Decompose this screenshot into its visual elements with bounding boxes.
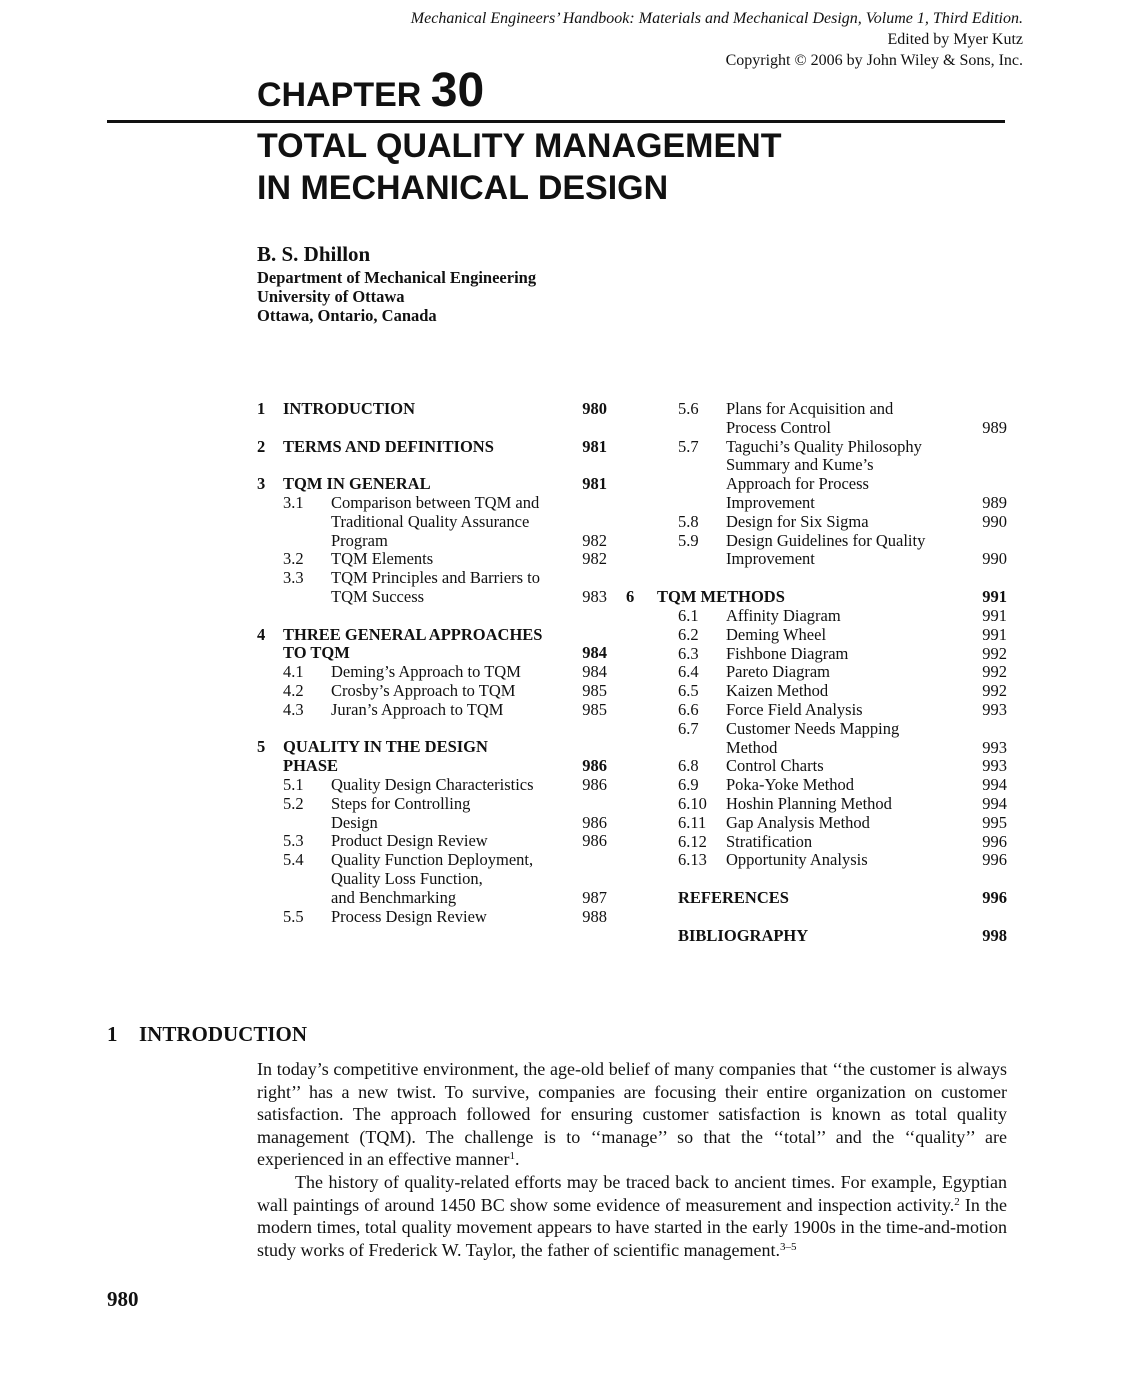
toc-subentry[interactable] [257,550,607,569]
toc-page: 992 [982,662,1007,682]
toc-subtitle: Steps for Controlling Design [331,793,471,832]
toc-subtitle: Plans for Acquisition and Process Control [726,399,894,437]
toc-entry[interactable] [257,626,607,664]
toc-page: 992 [982,643,1007,663]
toc-subtitle: Deming Wheel [726,624,827,644]
toc-page: 983 [582,586,607,606]
copyright-line: Copyright © 2006 by John Wiley & Sons, Inc. [725,52,1023,69]
toc-subentry[interactable] [652,682,1007,701]
toc-title: REFERENCES [678,887,789,907]
toc-page: 985 [582,699,607,719]
toc-subtitle: Quality Design Characteristics [331,774,534,794]
toc-section-5-continued [652,400,1007,569]
chapter-title-line1: TOTAL QUALITY MANAGEMENT [257,127,782,165]
toc-page: 996 [982,850,1007,870]
toc-subentry[interactable] [257,663,607,682]
toc-entry[interactable] [257,438,607,457]
toc-subentry[interactable] [652,776,1007,795]
toc-number: 2 [257,436,266,456]
toc-title: QUALITY IN THE DESIGN PHASE [283,737,488,776]
toc-entry[interactable] [626,588,1007,607]
toc-subtitle: Customer Needs Mapping Method [726,718,900,757]
toc-subtitle: Control Charts [726,756,824,776]
toc-subtitle: Poka-Yoke Method [726,775,855,795]
toc-subnumber: 6.4 [678,662,699,682]
toc-section-6 [626,588,1007,607]
toc-page: 990 [982,511,1007,531]
page-number: 980 [107,1287,139,1311]
toc-title: TQM IN GENERAL [283,474,431,494]
toc-page: 991 [982,606,1007,625]
author-department: Department of Mechanical Engineering [257,268,537,287]
toc-section-4 [257,626,607,720]
toc-page: 985 [582,680,607,700]
paragraph-1: In today’s competitive environment, the age-old belief of many companies that ‘‘the customer is always right’’ has a new twist. To survive, companies are focusing their entire organization on customer satisfaction. The approach followed for ensuring customer satisfaction is known as total quality management (TQM). The challenge is to ‘‘manage’’ so that the ‘‘total’’ and the ‘‘quality’’ are experienced in an effective manner$^1$. [257,1059,1007,1170]
chapter-number: 30 [430,64,485,117]
chapter-rule [107,120,1005,123]
toc-subtitle: Design Guidelines for Quality Improvement [726,530,926,569]
toc-subnumber: 3.1 [283,492,304,512]
toc-page: 993 [982,737,1007,757]
toc-subtitle: Affinity Diagram [726,606,841,625]
toc-subentry[interactable] [257,908,607,927]
toc-subnumber: 6.6 [678,699,699,719]
section-number: 1 [107,1022,118,1046]
section-heading-introduction [107,1020,307,1048]
toc-title: BIBLIOGRAPHY [678,925,809,945]
toc-subtitle: Juran’s Approach to TQM [331,699,504,719]
toc-page: 989 [982,417,1007,437]
footnote-ref[interactable]: 3–5 [780,1240,797,1253]
toc-right-column [626,399,1007,626]
toc-page: 986 [582,774,607,794]
toc-subnumber: 5.2 [283,793,304,813]
toc-page: 994 [982,775,1007,795]
editor-line: Edited by Myer Kutz [887,31,1023,48]
toc-subentry[interactable] [652,607,1007,626]
author-location: Ottawa, Ontario, Canada [257,306,437,325]
toc-number: 1 [257,399,266,418]
toc-subentry[interactable] [652,833,1007,852]
toc-page: 990 [982,549,1007,569]
toc-title: TQM METHODS [657,586,785,606]
toc-subentry[interactable] [652,757,1007,776]
toc-entry[interactable] [257,400,607,419]
toc-page: 982 [582,530,607,550]
toc-page: 989 [982,492,1007,512]
toc-page: 993 [982,756,1007,776]
toc-subentry[interactable] [257,569,607,607]
toc-page: 988 [582,906,607,926]
toc-subnumber: 5.5 [283,906,304,926]
toc-title: INTRODUCTION [283,399,416,418]
toc-page: 984 [582,662,607,682]
toc-subentry[interactable] [652,438,1007,513]
toc-page: 992 [982,681,1007,701]
toc-subtitle: Product Design Review [331,831,488,851]
toc-subtitle: Comparison between TQM and Traditional Quality Assurance Program [331,492,540,550]
toc-section-2 [257,438,607,457]
toc-page: 994 [982,793,1007,813]
toc-page: 995 [982,812,1007,832]
toc-left-column [257,400,607,945]
toc-subtitle: Hoshin Planning Method [726,793,892,813]
toc-subentry[interactable] [652,851,1007,870]
toc-subentry[interactable] [652,645,1007,664]
toc-section-6-subentries [652,607,1007,945]
toc-section-1 [257,400,607,419]
toc-subtitle: Design for Six Sigma [726,511,869,531]
chapter-label [257,66,484,120]
toc-title: THREE GENERAL APPROACHES TO TQM [283,624,543,663]
toc-page: 986 [582,831,607,851]
toc-title: TERMS AND DEFINITIONS [283,436,494,456]
toc-number: 4 [257,624,266,644]
toc-subentry[interactable] [257,776,607,795]
chapter-title [257,125,781,209]
toc-page: 984 [582,643,607,663]
toc-subtitle: Opportunity Analysis [726,850,868,870]
toc-subnumber: 4.1 [283,662,304,682]
author-block [257,240,536,325]
toc-subtitle: Stratification [726,831,813,851]
toc-subnumber: 6.13 [678,850,707,870]
toc-subentry[interactable] [257,795,607,833]
toc-page: 981 [582,474,607,494]
toc-subentry[interactable] [652,701,1007,720]
toc-entry[interactable] [257,738,607,776]
toc-subtitle: Pareto Diagram [726,662,831,682]
body-text [257,1058,1007,1261]
toc-page: 986 [582,812,607,832]
chapter-word: CHAPTER [257,76,422,114]
book-title-line: Mechanical Engineers’ Handbook: Materials and Mechanical Design, Volume 1, Third Edition. [410,10,1023,27]
toc-subnumber: 5.7 [678,436,699,456]
toc-subtitle: Force Field Analysis [726,699,863,719]
toc-subnumber: 6.7 [678,718,699,738]
chapter-title-line2: IN MECHANICAL DESIGN [257,169,669,207]
toc-page: 980 [582,399,607,418]
toc-subnumber: 5.1 [283,774,304,794]
toc-subtitle: TQM Principles and Barriers to TQM Success [331,568,540,606]
toc-subnumber: 4.2 [283,680,304,700]
toc-entry[interactable] [257,475,607,494]
toc-page: 982 [582,549,607,569]
toc-page: 996 [982,887,1007,907]
toc-subnumber: 4.3 [283,699,304,719]
toc-page: 996 [982,831,1007,851]
toc-subtitle: Process Design Review [331,906,487,926]
toc-number: 3 [257,474,266,494]
toc-subnumber: 6.10 [678,793,707,813]
toc-number: 5 [257,737,266,757]
toc-subnumber: 5.8 [678,511,699,531]
toc-page: 991 [982,586,1007,606]
toc-subtitle: Fishbone Diagram [726,643,849,663]
toc-subentry[interactable] [652,663,1007,682]
toc-subentry[interactable] [257,701,607,720]
author-university: University of Ottawa [257,287,405,306]
footnote-ref[interactable]: 1 [509,1150,516,1163]
toc-subnumber: 5.4 [283,850,304,870]
toc-section-5 [257,738,607,926]
toc-subnumber: 6.1 [678,606,699,625]
toc-subentry[interactable] [652,626,1007,645]
toc-number: 6 [626,586,635,606]
toc-page: 987 [582,887,607,907]
toc-subtitle: Crosby’s Approach to TQM [331,680,516,700]
toc-subtitle: TQM Elements [331,549,434,569]
toc-subentry[interactable] [257,494,607,550]
toc-subtitle: Gap Analysis Method [726,812,870,832]
toc-subtitle: Taguchi’s Quality Philosophy Summary and Kume’s Approach for Process Improvement [726,436,922,512]
toc-subnumber: 6.12 [678,831,707,851]
toc-subentry[interactable] [652,795,1007,814]
toc-subentry[interactable] [257,851,607,907]
toc-entry-references[interactable] [652,889,1007,908]
toc-subentry[interactable] [652,720,1007,758]
footnote-ref[interactable]: 2 [954,1195,960,1208]
toc-page: 998 [982,925,1007,945]
toc-entry-bibliography[interactable] [652,927,1007,946]
toc-subnumber: 6.8 [678,756,699,776]
toc-subnumber: 6.3 [678,643,699,663]
paragraph-2: The history of quality-related efforts may be traced back to ancient times. For example, Egyptian wall paintings of around 1450 BC show some evidence of measurement and inspection activity.$^2$ In the modern times, total quality movement appears to have started in the early 1900s in the time-and-motion study works of Frederick W. Taylor, the father of scientific management.$^{3-5}$ [257,1171,1007,1260]
toc-subnumber: 3.2 [283,549,304,569]
toc-page: 993 [982,699,1007,719]
section-title: INTRODUCTION [139,1022,308,1046]
toc-subentry[interactable] [257,832,607,851]
toc-subnumber: 6.2 [678,624,699,644]
author-name: B. S. Dhillon [257,242,371,266]
toc-page: 981 [582,436,607,456]
publication-info [411,8,1023,71]
toc-subnumber: 5.6 [678,399,699,418]
toc-subentry[interactable] [652,513,1007,532]
toc-subtitle: Kaizen Method [726,681,829,701]
toc-section-3 [257,475,607,607]
toc-page: 986 [582,756,607,776]
toc-page: 991 [982,624,1007,644]
toc-subnumber: 6.5 [678,681,699,701]
toc-subtitle: Deming’s Approach to TQM [331,662,521,682]
toc-subnumber: 5.3 [283,831,304,851]
toc-subnumber: 6.9 [678,775,699,795]
toc-subentry[interactable] [257,682,607,701]
toc-subnumber: 3.3 [283,568,304,588]
toc-subnumber: 5.9 [678,530,699,550]
toc-subentry[interactable] [652,814,1007,833]
toc-subentry[interactable] [652,532,1007,570]
toc-subnumber: 6.11 [678,812,707,832]
toc-subtitle: Quality Function Deployment, Quality Loss Function, and Benchmarking [331,850,534,907]
toc-subentry[interactable] [652,400,1007,438]
